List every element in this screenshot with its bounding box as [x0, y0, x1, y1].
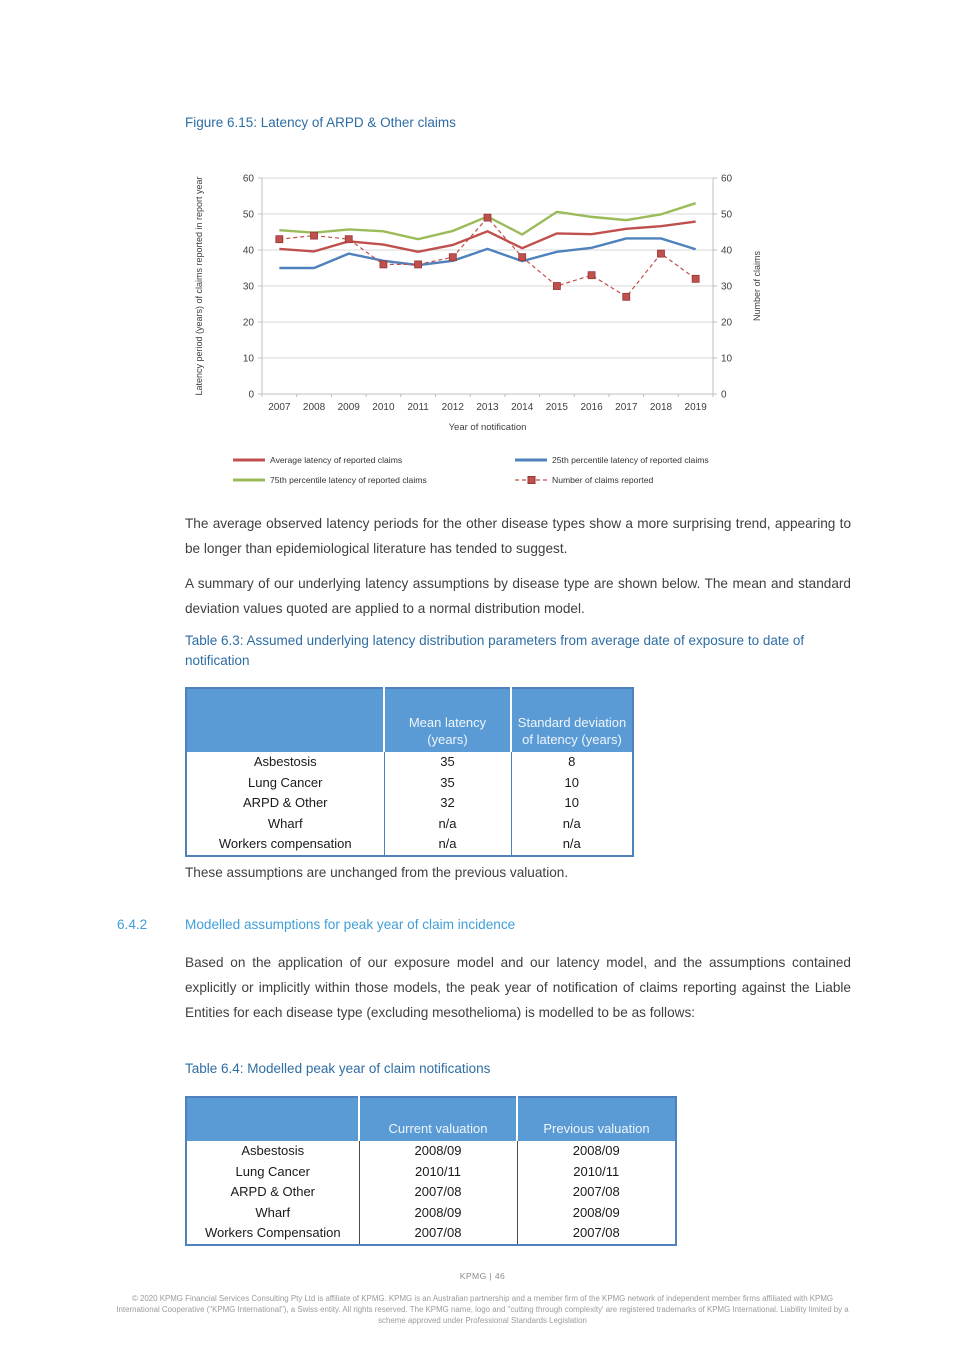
series-line — [279, 222, 695, 252]
table-row — [186, 1223, 676, 1245]
legend-item — [515, 455, 709, 465]
table-cell: Workers Compensation — [204, 1225, 341, 1240]
table-cell: Workers compensation — [218, 836, 352, 851]
table-row — [186, 793, 633, 814]
table-cell: 2007/08 — [517, 1182, 676, 1203]
series-marker-square — [623, 293, 630, 300]
x-axis-tick-label: 2019 — [684, 402, 707, 413]
table-cell: 32 — [384, 793, 511, 814]
table-cell: n/a — [511, 814, 633, 835]
table-cell: n/a — [384, 834, 511, 856]
table-cell: 35 — [384, 773, 511, 794]
table-row — [186, 752, 633, 773]
table-cell: 10 — [511, 793, 633, 814]
y-axis-tick-label-right: 30 — [721, 281, 733, 293]
y-axis-tick-label-left: 60 — [242, 173, 254, 185]
table-row — [186, 1182, 676, 1203]
paragraph: The average observed latency periods for the other disease types show a more surprising trend, appearing to be longer than epidemiological literature has tended to suggest. — [185, 516, 851, 556]
table-row — [186, 1162, 676, 1183]
x-axis-tick-label: 2008 — [302, 402, 326, 413]
table-cell: Asbestosis — [253, 754, 317, 769]
table-header-cell: Previous valuation — [517, 1097, 676, 1141]
table-header-row — [186, 688, 633, 752]
series-marker-square — [415, 261, 422, 268]
x-axis-tick-label: 2007 — [268, 402, 291, 413]
x-axis-title: Year of notification — [448, 422, 527, 433]
y-axis-tick-label-right: 10 — [721, 353, 733, 365]
copyright-text: © 2020 KPMG Financial Services Consulting Pty Ltd is affiliate of KPMG. KPMG is an Australian partnership and a member firm of the KPMG network of independent member firms affiliated with KPMG International Cooperative ("KPMG International"), a Swiss entity. All rights reserved. The KPMG name, logo and "cutting through complexity' are registered trademarks of KPMG International. Liability limited by a scheme approved under Professional Standards Legislation — [116, 1294, 849, 1325]
table-row — [186, 834, 633, 856]
note-text: These assumptions are unchanged from the previous valuation. — [185, 865, 569, 880]
series-marker-square — [276, 236, 283, 243]
legend-item — [233, 455, 515, 465]
paragraph: Based on the application of our exposure model and our latency model, and the assumptions contained explicitly or implicitly within those models, the peak year of notification of claims reporting against the Liable Entities for each disease type (excluding mesothelioma) is modelled to be as follows: — [185, 955, 851, 1020]
y-axis-tick-label-left: 20 — [242, 317, 254, 329]
series-marker-square — [692, 275, 699, 282]
x-axis-tick-label: 2014 — [511, 402, 534, 413]
series-marker-square — [380, 261, 387, 268]
table-cell: 2008/09 — [517, 1141, 676, 1162]
y-axis-title-left: Latency period (years) of claims reported in report year — [194, 176, 204, 396]
y-axis-tick-label-left: 40 — [242, 245, 254, 257]
table-cell: Lung Cancer — [235, 1163, 310, 1179]
legend-item — [515, 475, 709, 485]
table-6-4 — [185, 1096, 677, 1246]
y-axis-tick-label-left: 10 — [242, 353, 254, 365]
table-cell: n/a — [511, 834, 633, 856]
table-row — [186, 1141, 676, 1162]
table-row — [186, 773, 633, 794]
chart-legend — [233, 455, 709, 485]
page-number: KPMG | 46 — [459, 1271, 506, 1281]
table-row — [186, 814, 633, 835]
latency-chart-svg — [175, 152, 775, 444]
table-cell: 2010/11 — [359, 1162, 517, 1183]
legend-label: 75th percentile latency of reported claims — [270, 475, 427, 485]
legend-swatch-icon — [233, 475, 265, 485]
legend-label: Average latency of reported claims — [270, 455, 403, 465]
y-axis-tick-label-left: 30 — [242, 281, 254, 293]
series-marker-square — [519, 254, 526, 261]
y-axis-tick-label-left: 50 — [242, 209, 254, 221]
y-axis-tick-label-left: 0 — [248, 389, 254, 401]
table-cell: n/a — [384, 814, 511, 835]
table-cell: 2008/09 — [517, 1203, 676, 1224]
table-cell: 10 — [511, 773, 633, 794]
table-header-row — [186, 1097, 676, 1141]
x-axis-tick-label: 2009 — [337, 402, 360, 413]
section-title: Modelled assumptions for peak year of claim incidence — [185, 917, 516, 932]
table-row — [186, 1203, 676, 1224]
legend-swatch-icon — [515, 455, 547, 465]
x-axis-tick-label: 2017 — [615, 402, 638, 413]
y-axis-tick-label-right: 20 — [721, 317, 733, 329]
table-cell: Wharf — [267, 815, 303, 831]
series-marker-square — [311, 232, 318, 239]
table-cell: 2007/08 — [517, 1223, 676, 1245]
table-6-4-title: Table 6.4: Modelled peak year of claim notifications — [185, 1061, 491, 1076]
series-marker-square — [588, 272, 595, 279]
table-cell: 2007/08 — [359, 1182, 517, 1203]
x-axis-tick-label: 2013 — [476, 402, 499, 413]
legend-swatch-icon — [515, 475, 547, 485]
table-cell: Wharf — [255, 1204, 291, 1220]
y-axis-tick-label-right: 60 — [721, 173, 733, 185]
table-cell: 35 — [384, 752, 511, 773]
paragraph: A summary of our underlying latency assumptions by disease type are shown below. The mean and standard deviation values quoted are applied to a normal distribution model. — [185, 576, 851, 616]
section-heading — [117, 917, 515, 932]
x-axis-tick-label: 2015 — [545, 402, 569, 413]
legend-label: 25th percentile latency of reported claims — [552, 455, 709, 465]
table-cell: 2008/09 — [359, 1203, 517, 1224]
x-axis-tick-label: 2016 — [580, 402, 603, 413]
table-6-3-title: Table 6.3: Assumed underlying latency distribution parameters from average date of exposure to date of notification — [185, 633, 805, 668]
y-axis-title-right: Number of claims — [752, 250, 762, 322]
legend-swatch-icon — [233, 455, 265, 465]
series-marker-square — [553, 283, 560, 290]
legend-label: Number of claims reported — [552, 475, 654, 485]
x-axis-tick-label: 2018 — [649, 402, 673, 413]
x-axis-tick-label: 2010 — [372, 402, 395, 413]
table-cell: Asbestosis — [241, 1143, 305, 1158]
table-cell: Lung Cancer — [248, 774, 323, 790]
x-axis-tick-label: 2012 — [441, 402, 464, 413]
figure-title: Figure 6.15: Latency of ARPD & Other claims — [185, 115, 456, 130]
x-axis-tick-label: 2011 — [407, 402, 429, 413]
series-marker-square — [484, 214, 491, 221]
table-cell: ARPD & Other — [242, 795, 328, 810]
table-6-3 — [185, 687, 634, 857]
series-marker-square — [345, 236, 352, 243]
table-header-cell: Standard deviation of latency (years) — [511, 688, 633, 752]
legend-item — [233, 475, 515, 485]
section-number: 6.4.2 — [117, 917, 148, 932]
table-cell: ARPD & Other — [230, 1184, 316, 1199]
y-axis-tick-label-right: 0 — [721, 389, 727, 401]
table-cell: 8 — [511, 752, 633, 773]
y-axis-tick-label-right: 40 — [721, 245, 733, 257]
series-marker-square — [449, 254, 456, 261]
table-cell: 2007/08 — [359, 1223, 517, 1245]
series-marker-square — [657, 250, 664, 257]
table-header-cell — [186, 688, 384, 752]
latency-chart — [175, 152, 775, 444]
table-header-cell: Current valuation — [359, 1097, 517, 1141]
table-header-cell — [186, 1097, 359, 1141]
table-header-cell: Mean latency (years) — [384, 688, 511, 752]
table-cell: 2008/09 — [359, 1141, 517, 1162]
y-axis-tick-label-right: 50 — [721, 209, 733, 221]
table-cell: 2010/11 — [517, 1162, 676, 1183]
